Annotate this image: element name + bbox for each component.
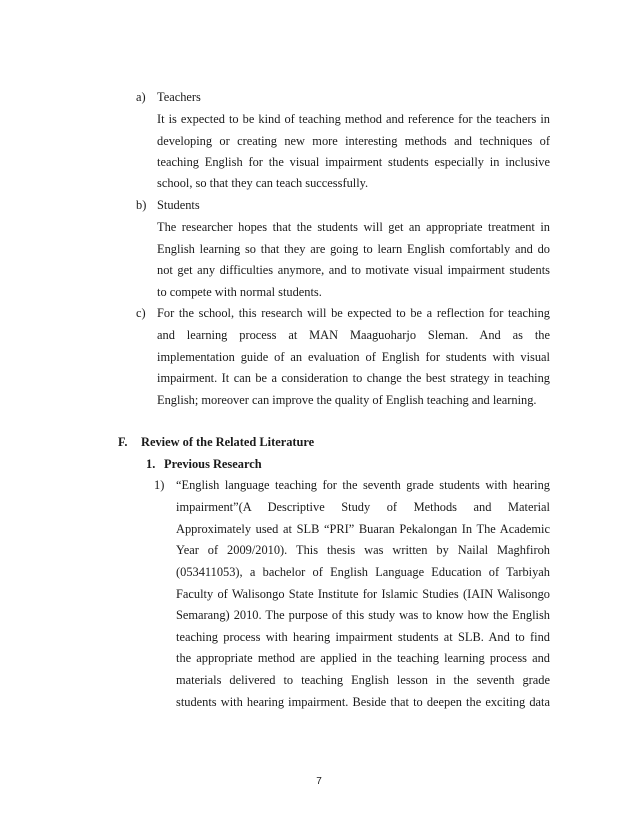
item-line: “English language teaching for the seventh grade students with hearing [176,478,550,492]
item-line: the appropriate method are applied in the teaching learning process and [176,651,550,665]
item-line: Faculty of Walisongo State Institute for Islamic Studies (IAIN Walisongo [176,587,550,601]
item-line: students with hearing impairment. Beside that to deepen the exciting data [176,695,550,709]
item-c-line: English; moreover can improve the quality of English teaching and learning. [157,393,537,407]
list-marker-b: b) [136,198,147,212]
section-heading: Review of the Related Literature [141,435,315,449]
item-line: Year of 2009/2010). This thesis was written by Nailal Maghfiroh [176,543,550,557]
item-b-line: The researcher hopes that the students will get an appropriate treatment in [157,220,550,234]
section-marker: F. [118,435,128,449]
item-line: teaching process with hearing impairment students at SLB. And to find [176,630,550,644]
item-line: (053411053), a bachelor of English Language Education of Tarbiyah [176,565,550,579]
item-line: Approximately used at SLB “PRI” Buaran Pekalongan In The Academic [176,522,550,536]
item-a-title: Teachers [157,90,201,104]
subsection-marker: 1. [146,457,156,471]
item-c-line: For the school, this research will be expected to be a reflection for teaching [157,306,550,320]
item-b-title: Students [157,198,200,212]
item-a-line: developing or creating new more interesting methods and techniques of [157,134,550,148]
item-a-line: teaching English for the visual impairment students especially in inclusive [157,155,550,169]
item-marker: 1) [154,478,165,492]
page-number: 7 [316,776,322,787]
item-b-line: to compete with normal students. [157,285,322,299]
list-marker-a: a) [136,90,146,104]
item-c-line: and learning process at MAN Maaguoharjo Sleman. And as the [157,328,550,342]
item-a-line: It is expected to be kind of teaching method and reference for the teachers in [157,112,550,126]
item-a-line: school, so that they can teach successfully. [157,176,369,190]
list-marker-c: c) [136,306,146,320]
item-line: materials delivered to teaching English lesson in the seventh grade [176,673,550,687]
item-c-line: implementation guide of an evaluation of English for students with visual [157,350,550,364]
item-line: impairment”(A Descriptive Study of Methods and Material [176,500,550,514]
item-b-line: English learning so that they are going to learn English comfortably and do [157,242,550,256]
item-c-line: impairment. It can be a consideration to change the best strategy in teaching [157,371,550,385]
item-line: Semarang) 2010. The purpose of this study was to know how the English [176,608,550,622]
subsection-heading: Previous Research [164,457,262,471]
item-b-line: not get any difficulties anymore, and to motivate visual impairment students [157,263,550,277]
